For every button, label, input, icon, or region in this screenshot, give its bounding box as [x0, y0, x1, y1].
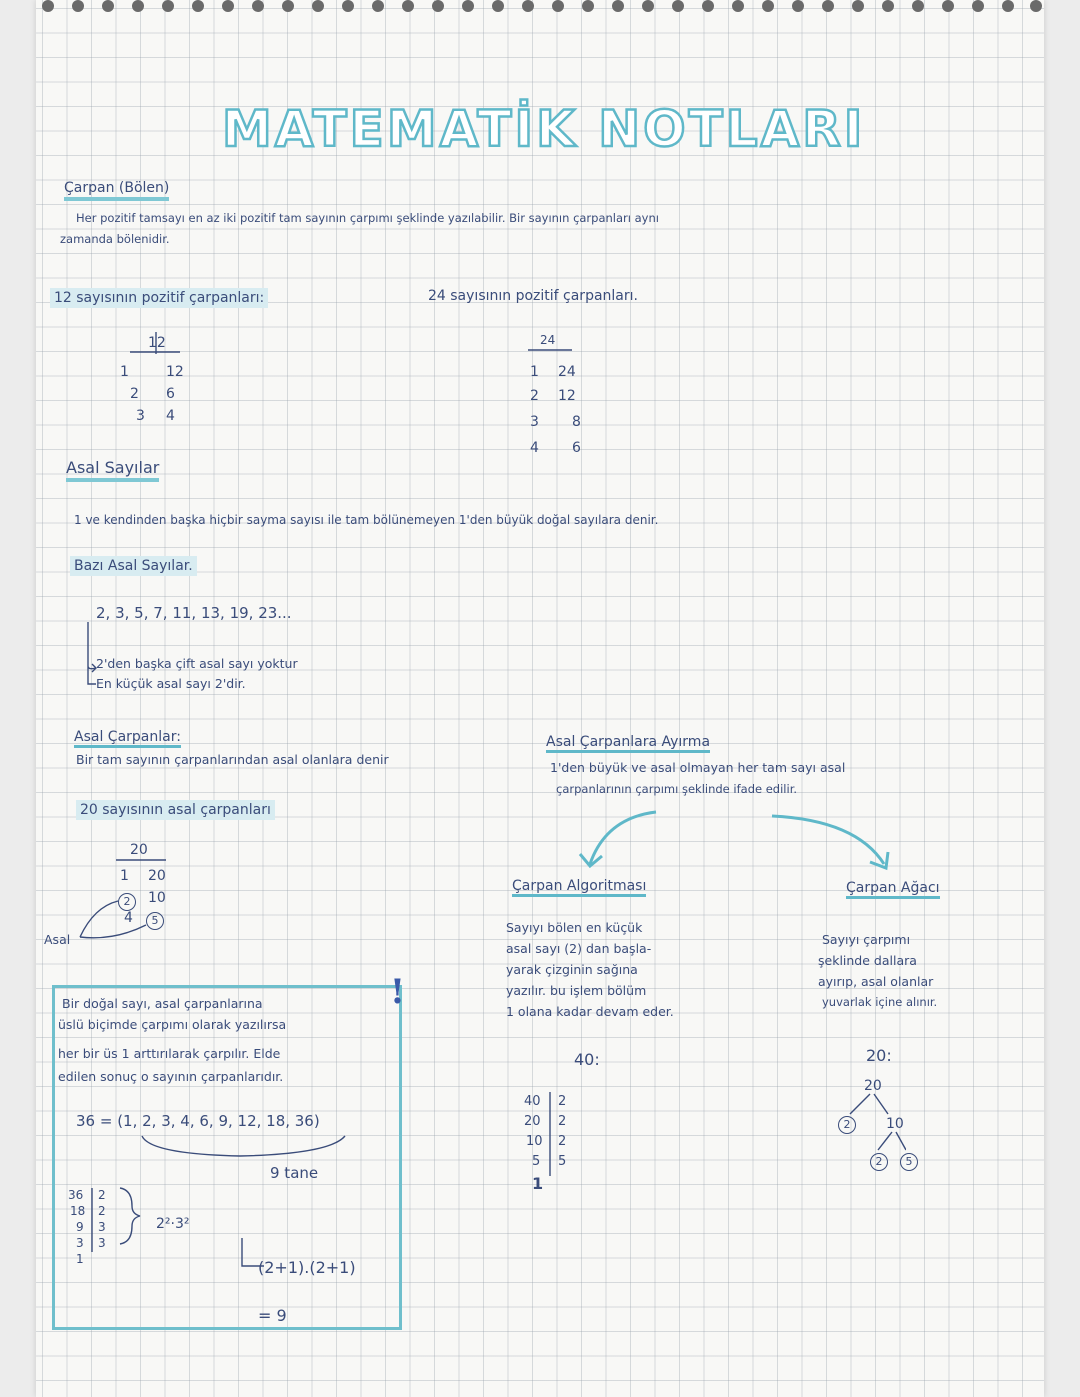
box-div-l3: 3: [76, 1236, 84, 1250]
box-line3: her bir üs 1 arttırılarak çarpılır. Elde: [58, 1046, 281, 1061]
page-title: MATEMATİK NOTLARI: [222, 100, 866, 158]
asal-list: 2, 3, 5, 7, 11, 13, 19, 23...: [96, 604, 292, 622]
box-div-r2: 3: [98, 1220, 106, 1234]
factors12-label: 12 sayısının pozitif çarpanları:: [50, 288, 268, 308]
factors12-vline: [154, 332, 158, 354]
box-div-line: [90, 1188, 96, 1252]
ac20-r1: 10: [148, 890, 166, 906]
box-div-l4: 1: [76, 1252, 84, 1266]
factors24-line: [528, 348, 572, 352]
alg-l4: 1: [532, 1174, 544, 1193]
asal-arrows: [80, 622, 104, 690]
factors12-r0: 12: [166, 364, 184, 380]
box-set: 36 = (1, 2, 3, 4, 6, 9, 12, 18, 36): [76, 1112, 320, 1130]
alg-l1: 20: [524, 1114, 541, 1129]
ac20-l0: 1: [120, 868, 129, 884]
factors24-l2: 3: [530, 414, 539, 430]
box-result: = 9: [258, 1306, 287, 1325]
alg-r2: 2: [558, 1134, 567, 1149]
box-div-l1: 18: [70, 1204, 86, 1218]
ac-side-label: Asal: [44, 932, 71, 947]
algoritma-line4: yazılır. bu işlem bölüm: [506, 983, 647, 998]
agac-mid: 10: [886, 1116, 904, 1132]
ac20-l2: 4: [124, 910, 133, 926]
algoritma-heading: Çarpan Algoritması: [512, 878, 646, 897]
box-div-r1: 2: [98, 1204, 106, 1218]
ayirma-arrows: [566, 808, 906, 878]
box-formula: (2+1).(2+1): [258, 1258, 356, 1277]
factors24-r2: 8: [572, 414, 581, 430]
alg-l0: 40: [524, 1094, 541, 1109]
asal-carpanlar-heading: Asal Çarpanlar:: [74, 729, 181, 748]
box-exclamation-icon: !: [390, 972, 405, 1012]
factors24-r1: 12: [558, 388, 576, 404]
alg-div-line: [548, 1092, 554, 1176]
factors24-r0: 24: [558, 364, 576, 380]
algoritma-line1: Sayıyı bölen en küçük: [506, 920, 643, 935]
factors12-r2: 4: [166, 408, 175, 424]
box-div-r3: 3: [98, 1236, 106, 1250]
ayirma-heading: Asal Çarpanlara Ayırma: [546, 734, 710, 753]
ac20-line: [116, 858, 166, 862]
agac-leaf-a: 2: [870, 1150, 888, 1171]
agac-root: 20: [864, 1078, 882, 1094]
agac-left-leaf: 2: [838, 1113, 856, 1134]
agac-line4: yuvarlak içine alınır.: [822, 995, 938, 1009]
factors24-l3: 4: [530, 440, 539, 456]
asal-def: 1 ve kendinden başka hiçbir sayma sayısı ile tam bölünemeyen 1'den büyük doğal sayılara denir.: [74, 513, 659, 527]
factors12-l2: 3: [136, 408, 145, 424]
factors12-l0: 1: [120, 364, 129, 380]
agac-line3: ayırıp, asal olanlar: [818, 974, 934, 989]
alg-r0: 2: [558, 1094, 567, 1109]
ayirma-def-line2: çarpanlarının çarpımı şeklinde ifade edilir.: [556, 782, 798, 796]
box-brace: [140, 1134, 350, 1168]
carpan-heading: Çarpan (Bölen): [64, 180, 169, 201]
alg-r1: 2: [558, 1114, 567, 1129]
spiral-binding: [36, 0, 1044, 20]
asal-carpanlar-example-label: 20 sayısının asal çarpanları: [76, 800, 275, 820]
box-div-r0: 2: [98, 1188, 106, 1202]
alg-l2: 10: [526, 1134, 543, 1149]
agac-line2: şeklinde dallara: [818, 953, 917, 968]
ac20-top: 20: [130, 842, 148, 858]
asal-note2: En küçük asal sayı 2'dir.: [96, 676, 246, 691]
ac20-r0: 20: [148, 868, 166, 884]
ac20-r2: 5: [146, 909, 164, 930]
algoritma-number: 40:: [574, 1050, 600, 1069]
carpan-def-line1: Her pozitif tamsayı en az iki pozitif tam sayının çarpımı şeklinde yazılabilir. Bir sayının çarpanları aynı: [76, 211, 659, 225]
asal-carpanlar-def: Bir tam sayının çarpanlarından asal olanlara denir: [76, 752, 389, 767]
agac-leaf-b: 5: [900, 1150, 918, 1171]
factors12-r1: 6: [166, 386, 175, 402]
agac-heading: Çarpan Ağacı: [846, 880, 940, 899]
box-count: 9 tane: [270, 1164, 319, 1182]
ac-asal-arrows: [74, 895, 154, 945]
factors12-l1: 2: [130, 386, 139, 402]
algoritma-line5: 1 olana kadar devam eder.: [506, 1004, 674, 1019]
alg-r3: 5: [558, 1154, 567, 1169]
algoritma-line3: yarak çizginin sağına: [506, 962, 638, 977]
box-line1: Bir doğal sayı, asal çarpanlarına: [62, 996, 263, 1011]
algoritma-line2: asal sayı (2) dan başla-: [506, 941, 652, 956]
asal-note1: 2'den başka çift asal sayı yoktur: [96, 656, 298, 671]
factors24-top: 24: [540, 333, 556, 347]
factors24-label: 24 sayısının pozitif çarpanları.: [428, 288, 638, 304]
factors24-r3: 6: [572, 440, 581, 456]
box-div-l0: 36: [68, 1188, 84, 1202]
box-powers: 2²·3²: [156, 1216, 190, 1232]
box-div-brace: [118, 1186, 158, 1246]
ayirma-def-line1: 1'den büyük ve asal olmayan her tam sayı asal: [550, 760, 846, 775]
asal-some-heading: Bazı Asal Sayılar.: [70, 556, 197, 576]
ac20-l1: 2: [118, 890, 136, 911]
factors12-top: 12: [148, 335, 166, 351]
carpan-def-line2: zamanda bölenidir.: [60, 232, 170, 246]
alg-l3: 5: [532, 1154, 541, 1169]
factors24-l1: 2: [530, 388, 539, 404]
box-div-l2: 9: [76, 1220, 84, 1234]
agac-number: 20:: [866, 1046, 892, 1065]
box-line2: üslü biçimde çarpımı olarak yazılırsa: [58, 1017, 287, 1032]
asal-heading: Asal Sayılar: [66, 458, 159, 482]
agac-line1: Sayıyı çarpımı: [822, 932, 911, 947]
factors24-l0: 1: [530, 364, 539, 380]
box-line4: edilen sonuç o sayının çarpanlarıdır.: [58, 1069, 284, 1084]
